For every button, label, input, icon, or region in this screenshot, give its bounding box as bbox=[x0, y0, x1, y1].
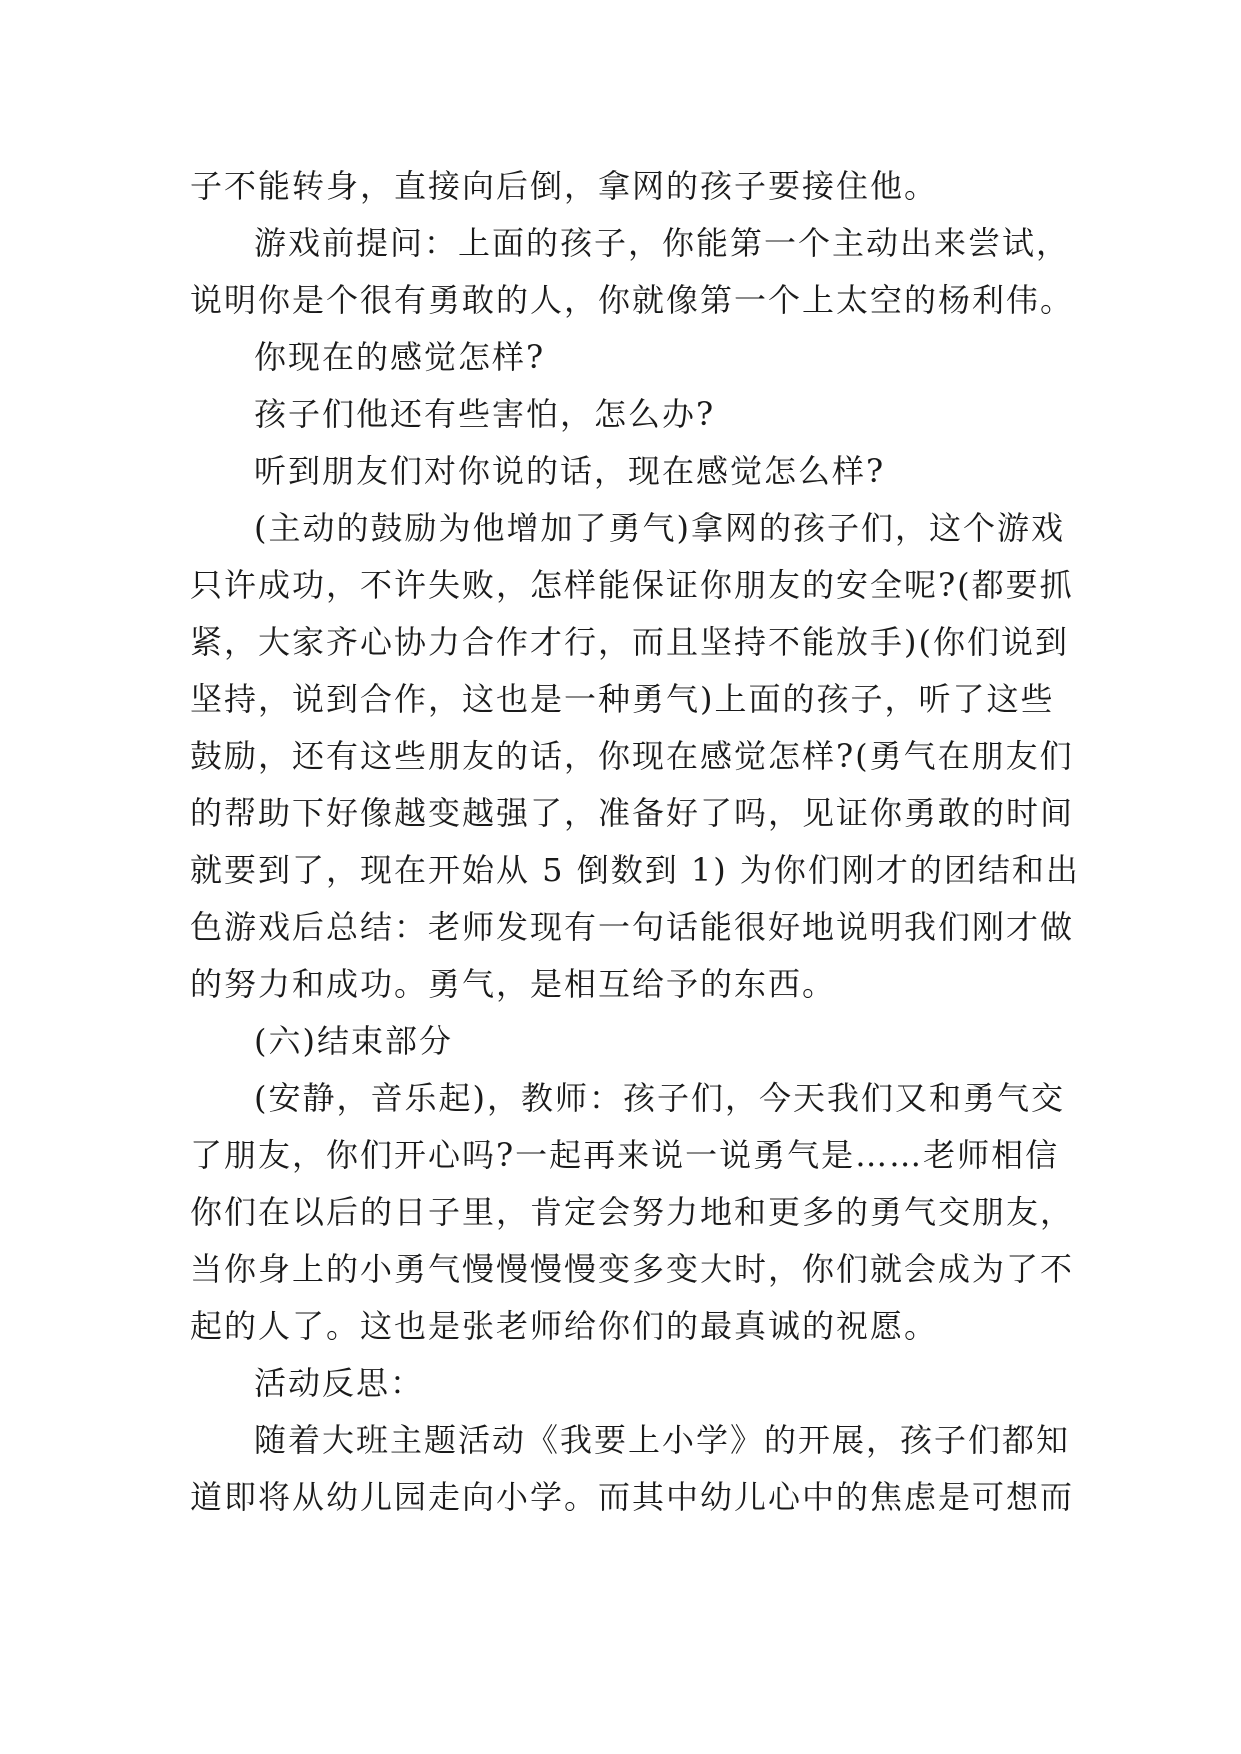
text-line: 你们在以后的日子里，肯定会努力地和更多的勇气交朋友， bbox=[190, 1193, 1075, 1231]
text-line: 只许成功，不许失败，怎样能保证你朋友的安全呢?(都要抓 bbox=[190, 566, 1074, 604]
text-line: 的帮助下好像越变越强了，准备好了吗，见证你勇敢的时间 bbox=[190, 794, 1075, 832]
text-line: 子不能转身，直接向后倒，拿网的孩子要接住他。 bbox=[190, 167, 939, 205]
text-line: 随着大班主题活动《我要上小学》的开展，孩子们都知 bbox=[254, 1421, 1071, 1459]
text-line: 游戏前提问：上面的孩子，你能第一个主动出来尝试， bbox=[254, 224, 1071, 262]
text-line: 孩子们他还有些害怕，怎么办? bbox=[254, 395, 716, 433]
text-line: 色游戏后总结：老师发现有一句话能很好地说明我们刚才做 bbox=[190, 908, 1075, 946]
text-line: (主动的鼓励为他增加了勇气)拿网的孩子们，这个游戏 bbox=[254, 509, 1065, 547]
text-line: (安静，音乐起)，教师：孩子们，今天我们又和勇气交 bbox=[254, 1079, 1065, 1117]
text-line: 坚持，说到合作，这也是一种勇气)上面的孩子，听了这些 bbox=[190, 680, 1055, 718]
text-line: 说明你是个很有勇敢的人，你就像第一个上太空的杨利伟。 bbox=[190, 281, 1075, 319]
text-line: 你现在的感觉怎样? bbox=[254, 338, 546, 376]
text-line: 就要到了，现在开始从 5 倒数到 1) 为你们刚才的团结和出 bbox=[190, 851, 1080, 889]
text-line: 当你身上的小勇气慢慢慢慢变多变大时，你们就会成为了不 bbox=[190, 1250, 1075, 1288]
text-line: 听到朋友们对你说的话，现在感觉怎么样? bbox=[254, 452, 886, 490]
text-line: 的努力和成功。勇气，是相互给予的东西。 bbox=[190, 965, 837, 1003]
text-line: 道即将从幼儿园走向小学。而其中幼儿心中的焦虑是可想而 bbox=[190, 1478, 1075, 1516]
text-line: 紧，大家齐心协力合作才行，而且坚持不能放手)(你们说到 bbox=[190, 623, 1069, 661]
text-line: (六)结束部分 bbox=[254, 1022, 453, 1060]
document-body bbox=[190, 158, 1080, 1526]
text-line: 起的人了。这也是张老师给你们的最真诚的祝愿。 bbox=[190, 1307, 939, 1345]
text-line: 鼓励，还有这些朋友的话，你现在感觉怎样?(勇气在朋友们 bbox=[190, 737, 1074, 775]
text-line: 活动反思： bbox=[254, 1364, 425, 1402]
text-line: 了朋友，你们开心吗?一起再来说一说勇气是……老师相信 bbox=[190, 1136, 1060, 1174]
